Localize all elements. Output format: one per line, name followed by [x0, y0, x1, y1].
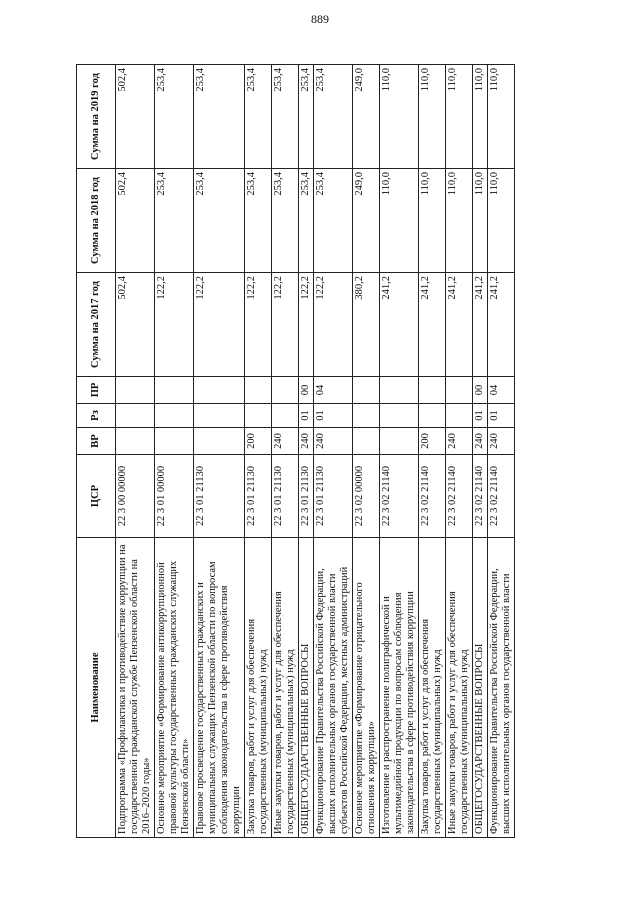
row-rz: 01 [488, 404, 515, 428]
row-name: Иные закупки товаров, работ и услуг для обеспечения государственных (муниципальных) нужд [446, 538, 473, 838]
header-csr: ЦСР [77, 455, 116, 538]
row-sum-2019: 249,0 [353, 65, 380, 169]
row-sum-2018: 253,4 [245, 169, 272, 273]
row-sum-2019: 253,4 [299, 65, 314, 169]
row-csr: 22 3 02 21140 [473, 455, 488, 538]
row-pr [116, 377, 155, 404]
row-sum-2017: 122,2 [155, 273, 194, 377]
row-csr: 22 3 01 21130 [314, 455, 353, 538]
row-csr: 22 3 02 00000 [353, 455, 380, 538]
row-sum-2017: 241,2 [473, 273, 488, 377]
row-sum-2019: 253,4 [194, 65, 245, 169]
row-vr [380, 428, 419, 455]
table-row [419, 65, 446, 838]
row-sum-2018: 253,4 [272, 169, 299, 273]
row-sum-2017: 122,2 [245, 273, 272, 377]
row-sum-2018: 110,0 [419, 169, 446, 273]
row-rz [155, 404, 194, 428]
row-sum-2019: 110,0 [488, 65, 515, 169]
row-csr: 22 3 01 00000 [155, 455, 194, 538]
row-pr: 04 [314, 377, 353, 404]
row-pr [353, 377, 380, 404]
row-pr: 00 [299, 377, 314, 404]
row-rz [245, 404, 272, 428]
row-sum-2017: 380,2 [353, 273, 380, 377]
table-body [116, 65, 515, 838]
row-sum-2017: 241,2 [380, 273, 419, 377]
row-rz [446, 404, 473, 428]
row-sum-2017: 241,2 [446, 273, 473, 377]
row-sum-2019: 110,0 [473, 65, 488, 169]
row-pr [272, 377, 299, 404]
row-sum-2017: 241,2 [419, 273, 446, 377]
row-sum-2018: 110,0 [380, 169, 419, 273]
table-row [314, 65, 353, 838]
row-sum-2018: 253,4 [299, 169, 314, 273]
row-csr: 22 3 02 21140 [419, 455, 446, 538]
row-rz: 01 [299, 404, 314, 428]
table-row [299, 65, 314, 838]
header-name: Наименование [77, 538, 116, 838]
header-rz: Рз [77, 404, 116, 428]
budget-table [76, 64, 515, 838]
table-row [272, 65, 299, 838]
table-row [245, 65, 272, 838]
header-pr: ПР [77, 377, 116, 404]
row-vr [155, 428, 194, 455]
row-pr: 04 [488, 377, 515, 404]
row-name: Закупка товаров, работ и услуг для обеспечения государственных (муниципальных) нужд [245, 538, 272, 838]
row-name: Изготовление и распространение полиграфической и мультимедийной продукции по вопросам соблюдения законодательства в сфере противодействия коррупции [380, 538, 419, 838]
row-sum-2018: 253,4 [155, 169, 194, 273]
row-vr: 240 [314, 428, 353, 455]
row-vr: 200 [245, 428, 272, 455]
row-sum-2018: 249,0 [353, 169, 380, 273]
page-number: 889 [311, 12, 329, 26]
row-sum-2017: 122,2 [299, 273, 314, 377]
row-sum-2019: 253,4 [155, 65, 194, 169]
header-row [77, 65, 116, 838]
row-vr: 240 [299, 428, 314, 455]
row-rz [116, 404, 155, 428]
row-vr: 200 [419, 428, 446, 455]
row-csr: 22 3 02 21140 [380, 455, 419, 538]
row-csr: 22 3 00 00000 [116, 455, 155, 538]
row-pr [380, 377, 419, 404]
row-sum-2018: 253,4 [194, 169, 245, 273]
row-sum-2018: 502,4 [116, 169, 155, 273]
row-sum-2017: 122,2 [272, 273, 299, 377]
row-csr: 22 3 01 21130 [299, 455, 314, 538]
row-name: Подпрограмма «Профилактика и противодействие коррупции на государственной гражданской службе Пензенской области на 2016–2020 годы» [116, 538, 155, 838]
row-sum-2019: 253,4 [314, 65, 353, 169]
table-row [353, 65, 380, 838]
row-sum-2017: 502,4 [116, 273, 155, 377]
row-vr [353, 428, 380, 455]
table-row [116, 65, 155, 838]
table-row [488, 65, 515, 838]
row-pr: 00 [473, 377, 488, 404]
row-rz: 01 [314, 404, 353, 428]
row-csr: 22 3 01 21130 [245, 455, 272, 538]
row-vr: 240 [446, 428, 473, 455]
row-rz [194, 404, 245, 428]
row-rz [272, 404, 299, 428]
header-sum-2017: Сумма на 2017 год [77, 273, 116, 377]
table-row [473, 65, 488, 838]
row-name: Основное мероприятие «Формирование антикоррупционной правовой культуры государственных гражданских служащих Пензенской области» [155, 538, 194, 838]
table-row [446, 65, 473, 838]
row-vr [116, 428, 155, 455]
row-csr: 22 3 02 21140 [488, 455, 515, 538]
row-rz: 01 [473, 404, 488, 428]
row-name: Функционирование Правительства Российской Федерации, высших исполнительных органов государственной власти [488, 538, 515, 838]
row-name: Иные закупки товаров, работ и услуг для обеспечения государственных (муниципальных) нужд [272, 538, 299, 838]
row-rz [380, 404, 419, 428]
rotated-table-container [76, 65, 581, 838]
table-row [380, 65, 419, 838]
row-pr [155, 377, 194, 404]
row-csr: 22 3 01 21130 [194, 455, 245, 538]
row-sum-2018: 253,4 [314, 169, 353, 273]
row-sum-2018: 110,0 [473, 169, 488, 273]
row-sum-2019: 253,4 [245, 65, 272, 169]
row-pr [419, 377, 446, 404]
row-rz [353, 404, 380, 428]
row-sum-2017: 241,2 [488, 273, 515, 377]
row-pr [245, 377, 272, 404]
row-name: Функционирование Правительства Российской Федерации, высших исполнительных органов государственной власти субъектов Российской Федерации, местных администраций [314, 538, 353, 838]
row-vr [194, 428, 245, 455]
row-name: Правовое просвещение государственных гражданских и муниципальных служащих Пензенской области по вопросам соблюдения законодательства в сфере противодействия коррупции [194, 538, 245, 838]
row-vr: 240 [488, 428, 515, 455]
row-rz [419, 404, 446, 428]
row-vr: 240 [473, 428, 488, 455]
header-sum-2018: Сумма на 2018 год [77, 169, 116, 273]
table-row [194, 65, 245, 838]
row-pr [446, 377, 473, 404]
header-vr: ВР [77, 428, 116, 455]
row-name: ОБЩЕГОСУДАРСТВЕННЫЕ ВОПРОСЫ [299, 538, 314, 838]
row-sum-2017: 122,2 [194, 273, 245, 377]
row-name: ОБЩЕГОСУДАРСТВЕННЫЕ ВОПРОСЫ [473, 538, 488, 838]
row-csr: 22 3 02 21140 [446, 455, 473, 538]
row-sum-2019: 110,0 [446, 65, 473, 169]
header-sum-2019: Сумма на 2019 год [77, 65, 116, 169]
row-sum-2019: 110,0 [419, 65, 446, 169]
row-sum-2019: 253,4 [272, 65, 299, 169]
row-name: Закупка товаров, работ и услуг для обеспечения государственных (муниципальных) нужд [419, 538, 446, 838]
row-vr: 240 [272, 428, 299, 455]
row-sum-2019: 110,0 [380, 65, 419, 169]
row-csr: 22 3 01 21130 [272, 455, 299, 538]
row-name: Основное мероприятие «Формирование отрицательного отношения к коррупции» [353, 538, 380, 838]
table-row [155, 65, 194, 838]
row-sum-2018: 110,0 [488, 169, 515, 273]
row-sum-2019: 502,4 [116, 65, 155, 169]
row-pr [194, 377, 245, 404]
row-sum-2018: 110,0 [446, 169, 473, 273]
row-sum-2017: 122,2 [314, 273, 353, 377]
